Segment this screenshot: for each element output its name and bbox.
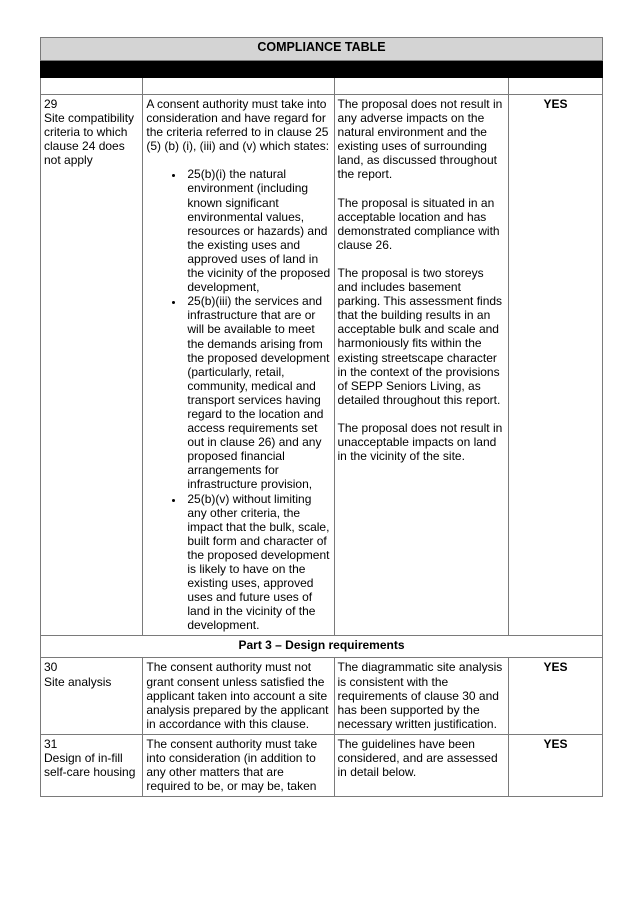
table-title-row — [41, 38, 603, 61]
header-bar-cell — [143, 61, 334, 78]
clause-number: 31 — [44, 736, 58, 751]
clause-number: 29 — [44, 97, 58, 111]
assessment-cell: The guidelines have been considered, and are assessed in detail below. — [334, 734, 508, 796]
clause-cell — [41, 95, 143, 636]
blank-cell — [41, 78, 143, 95]
result-cell: YES — [508, 95, 602, 636]
requirement-list — [146, 167, 330, 632]
blank-cell — [334, 78, 508, 95]
table-row — [41, 95, 603, 636]
header-bar-cell — [334, 61, 508, 78]
requirement-cell — [143, 95, 334, 636]
assessment-paragraph: The proposal does not result in any adverse impacts on the natural environment and the existing uses of surrounding land, as discussed throughout the report. — [337, 97, 503, 182]
assessment-cell: The diagrammatic site analysis is consistent with the requirements of clause 30 and has been supported by the necessary written justification. — [334, 658, 508, 734]
clause-title: Site analysis — [44, 674, 112, 689]
list-item: • 25(b)(i) the natural environment (including known significant environmental values, resources or hazards) and the existing uses and approved uses of land in the vicinity of the proposed development, — [184, 167, 330, 294]
result-cell: YES — [508, 734, 602, 796]
section-heading: Part 3 – Design requirements — [41, 636, 603, 658]
clause-cell — [41, 734, 143, 796]
document-page — [40, 37, 603, 797]
clause-title: Design of in-fill self-care housing — [44, 751, 136, 780]
section-heading-row — [41, 636, 603, 658]
assessment-paragraph: The proposal is two storeys and includes basement parking. This assessment finds that the building results in an acceptable bulk and scale and harmoniously fits within the existing streetscape character in the context of the provisions of SEPP Seniors Living, as detailed throughout this report. — [337, 265, 503, 407]
requirement-cell: The consent authority must take into consideration (in addition to any other matters that are required to be, or may be, taken — [143, 734, 334, 796]
blank-cell — [508, 78, 602, 95]
result-cell: YES — [508, 658, 602, 734]
assessment-paragraph: The proposal does not result in unacceptable impacts on land in the vicinity of the site. — [337, 420, 503, 464]
table-title: COMPLIANCE TABLE — [41, 38, 603, 61]
blank-cell — [143, 78, 334, 95]
assessment-paragraph: The proposal is situated in an acceptable location and has demonstrated compliance with clause 26. — [337, 195, 500, 252]
list-item: • 25(b)(iii) the services and infrastructure that are or will be available to meet the demands arising from the proposed development (particularly, retail, community, medical and transport services having regard to the location and access requirements set out in clause 26) and any proposed financial arrangements for infrastructure provision, — [184, 294, 330, 491]
table-row — [41, 658, 603, 734]
clause-cell — [41, 658, 143, 734]
table-row — [41, 734, 603, 796]
header-bar-cell — [508, 61, 602, 78]
header-bar-cell — [41, 61, 143, 78]
blank-row — [41, 78, 603, 95]
header-bar-row — [41, 61, 603, 78]
requirement-intro: A consent authority must take into consideration and have regard for the criteria referred to in clause 25 (5) (b) (i), (iii) and (v) which states: — [146, 97, 330, 154]
list-item: • 25(b)(v) without limiting any other criteria, the impact that the bulk, scale, built form and character of the proposed development is likely to have on the existing uses, approved uses and future uses of land in the vicinity of the development. — [184, 492, 330, 633]
clause-number: 30 — [44, 660, 58, 675]
compliance-table — [40, 37, 603, 797]
requirement-cell: The consent authority must not grant consent unless satisfied the applicant taken into account a site analysis prepared by the applicant in accordance with this clause. — [143, 658, 334, 734]
assessment-cell — [334, 95, 508, 636]
clause-title: Site compatibility criteria to which clause 24 does not apply — [44, 111, 135, 168]
